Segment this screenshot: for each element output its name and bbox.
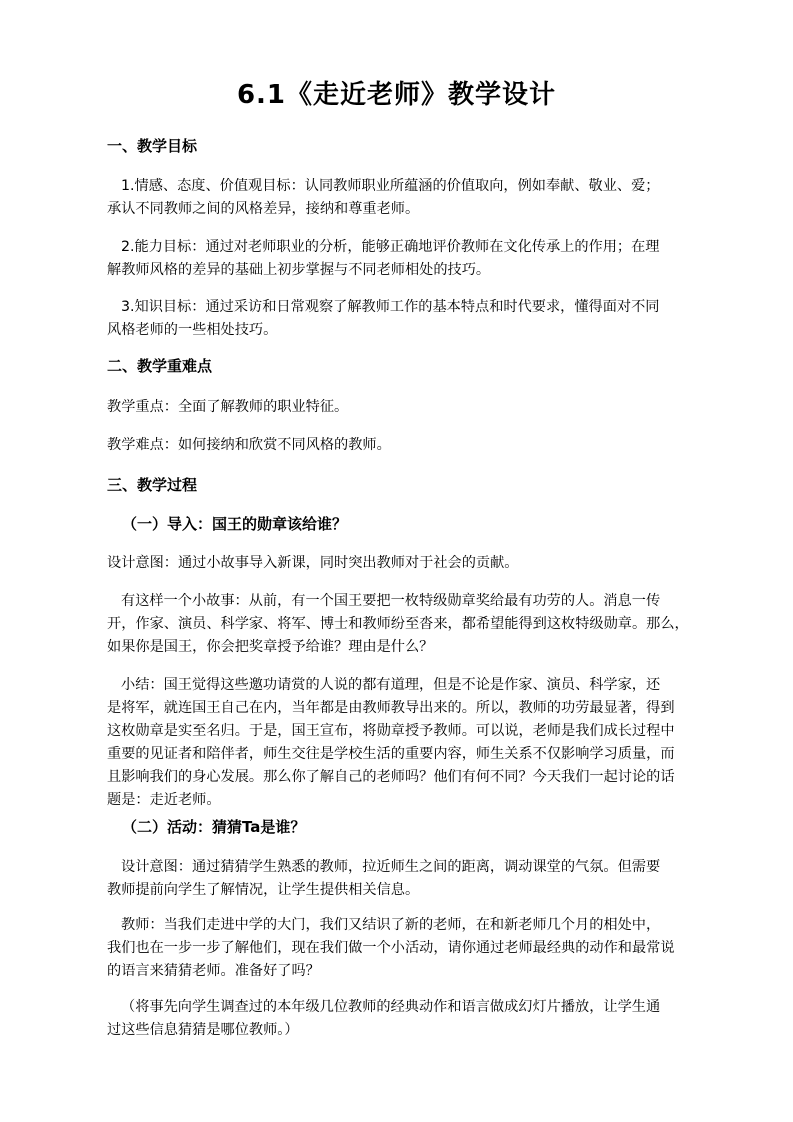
text-line: 设计意图：通过猜猜学生熟悉的教师，拉近师生之间的距离，调动课堂的气氛。但需要: [121, 859, 661, 875]
text-line: 设计意图：通过小故事导入新课，同时突出教师对于社会的贡献。: [107, 555, 519, 571]
text-line: 教学难点：如何接纳和欣赏不同风格的教师。: [107, 437, 391, 453]
text-line: 1.情感、态度、价值观目标：认同教师职业所蕴涵的价值取向，例如奉献、敬业、爱；: [121, 178, 660, 194]
text-line: 过这些信息猜猜是哪位教师。）: [107, 1022, 299, 1038]
text-line: 教师：当我们走进中学的大门，我们又结识了新的老师，在和新老师几个月的相处中，: [121, 917, 661, 933]
text-line: 教师提前向学生了解情况，让学生提供相关信息。: [107, 882, 420, 898]
subsection-heading-activity: （二）活动：猜猜Ta是谁？: [122, 818, 306, 836]
text-line: （将事先向学生调查过的本年级几位教师的经典动作和语言做成幻灯片播放，让学生通: [121, 999, 661, 1015]
subsection-heading-intro: （一）导入：国王的勋章该给谁？: [122, 515, 348, 533]
text-line: 如果你是国王，你会把奖章授予给谁？理由是什么？: [107, 639, 434, 655]
section-heading-key-points: 二、教学重难点: [107, 357, 213, 375]
text-line: 的语言来猜猜老师。准备好了吗？: [107, 963, 320, 979]
text-line: 我们也在一步一步了解他们，现在我们做一个小活动，请你通过老师最经典的动作和最常说: [107, 940, 675, 956]
text-line: 3.知识目标：通过采访和日常观察了解教师工作的基本特点和时代要求，懂得面对不同: [121, 299, 660, 315]
text-line: 教学重点：全面了解教师的职业特征。: [107, 399, 349, 415]
paragraph-intro-intent: [107, 552, 709, 575]
text-line: 是将军，就连国王自己在内，当年都是由教师教导出来的。所以，教师的功劳最显著，得到: [107, 700, 675, 716]
text-line: 题是：走近老师。: [107, 792, 221, 808]
section-heading-process: 三、教学过程: [107, 476, 198, 494]
text-line: 这枚勋章是实至名归。于是，国王宣布，将勋章授予教师。可以说，老师是我们成长过程中: [107, 723, 675, 739]
paragraph-teaching-difficulty: [107, 434, 709, 457]
paragraph-teaching-focus: [107, 396, 709, 419]
text-line: 解教师风格的差异的基础上初步掌握与不同老师相处的技巧。: [107, 262, 491, 278]
text-line: 2.能力目标：通过对老师职业的分析，能够正确地评价教师在文化传承上的作用；在理: [121, 239, 660, 255]
text-line: 有这样一个小故事：从前，有一个国王要把一枚特级勋章奖给最有功劳的人。消息一传: [121, 593, 661, 609]
paragraph-objective-emotion: [107, 175, 709, 221]
paragraph-summary: [107, 674, 709, 812]
text-line: 重要的见证者和陪伴者，师生交往是学校生活的重要内容，师生关系不仅影响学习质量，而: [107, 746, 675, 762]
text-line: 承认不同教师之间的风格差异，接纳和尊重老师。: [107, 201, 420, 217]
text-line: 开，作家、演员、科学家、将军、博士和教师纷至沓来，都希望能得到这枚特级勋章。那么，: [107, 616, 689, 632]
paragraph-activity-note: [107, 996, 709, 1042]
paragraph-teacher-script: [107, 914, 709, 983]
paragraph-story: [107, 590, 709, 659]
section-heading-objectives: 一、教学目标: [107, 137, 198, 155]
text-line: 风格老师的一些相处技巧。: [107, 322, 278, 338]
paragraph-activity-intent: [107, 856, 709, 902]
document-title: 6.1《走近老师》教学设计: [236, 80, 557, 110]
paragraph-objective-knowledge: [107, 296, 709, 342]
paragraph-objective-ability: [107, 236, 709, 282]
text-line: 且影响我们的身心发展。那么你了解自己的老师吗？他们有何不同？今天我们一起讨论的话: [107, 769, 675, 785]
text-line: 小结：国王觉得这些邀功请赏的人说的都有道理，但是不论是作家、演员、科学家，还: [121, 677, 661, 693]
